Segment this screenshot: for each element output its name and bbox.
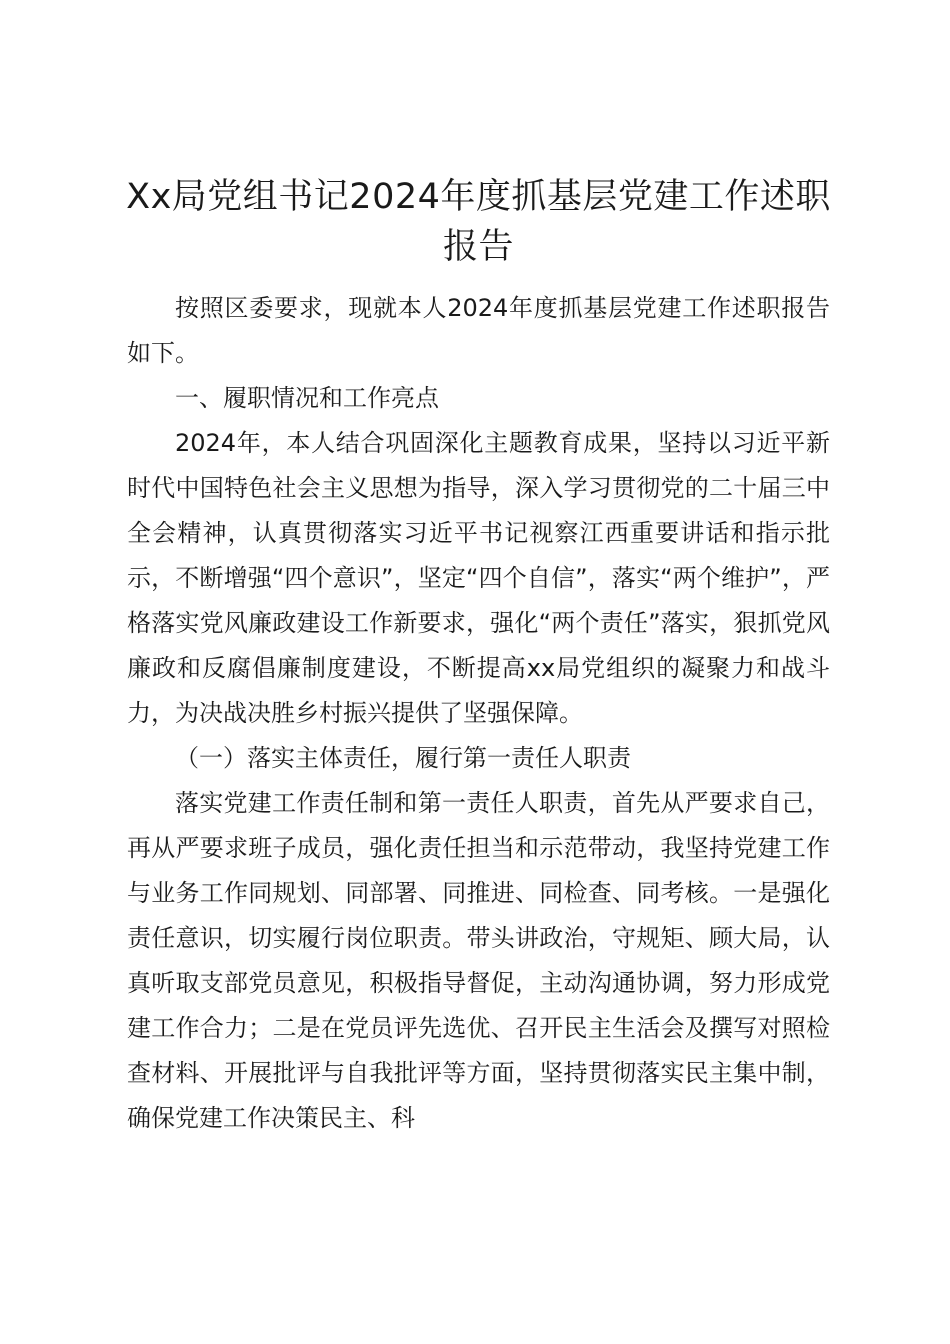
- intro-paragraph: 按照区委要求，现就本人2024年度抓基层党建工作述职报告如下。: [127, 294, 830, 367]
- subsection-paragraph-1: 落实党建工作责任制和第一责任人职责，首先从严要求自己，再从严要求班子成员，强化责任担当和示范带动，我坚持党建工作与业务工作同规划、同部署、同推进、同检查、同考核。一是强化责任意识，切实履行岗位职责。带头讲政治，守规矩、顾大局，认真听取支部党员意见，积极指导督促，主动沟通协调，努力形成党建工作合力；二是在党员评先选优、召开民主生活会及撰写对照检查材料、开展批评与自我批评等方面，坚持贯彻落实民主集中制，确保党建工作决策民主、科: [127, 789, 830, 1132]
- document-page: [127, 172, 830, 1141]
- document-title: Xx局党组书记2024年度抓基层党建工作述职报告: [126, 177, 831, 267]
- section-heading-1: 一、履职情况和工作亮点: [175, 384, 439, 412]
- subsection-heading-1: （一）落实主体责任，履行第一责任人职责: [175, 744, 631, 772]
- section-paragraph-1: 2024年，本人结合巩固深化主题教育成果，坚持以习近平新时代中国特色社会主义思想为指导，深入学习贯彻党的二十届三中全会精神，认真贯彻落实习近平书记视察江西重要讲话和指示批示，不断增强“四个意识”，坚定“四个自信”，落实“两个维护”，严格落实党风廉政建设工作新要求，强化“两个责任”落实，狠抓党风廉政和反腐倡廉制度建设，不断提高xx局党组织的凝聚力和战斗力，为决战决胜乡村振兴提供了坚强保障。: [127, 429, 830, 727]
